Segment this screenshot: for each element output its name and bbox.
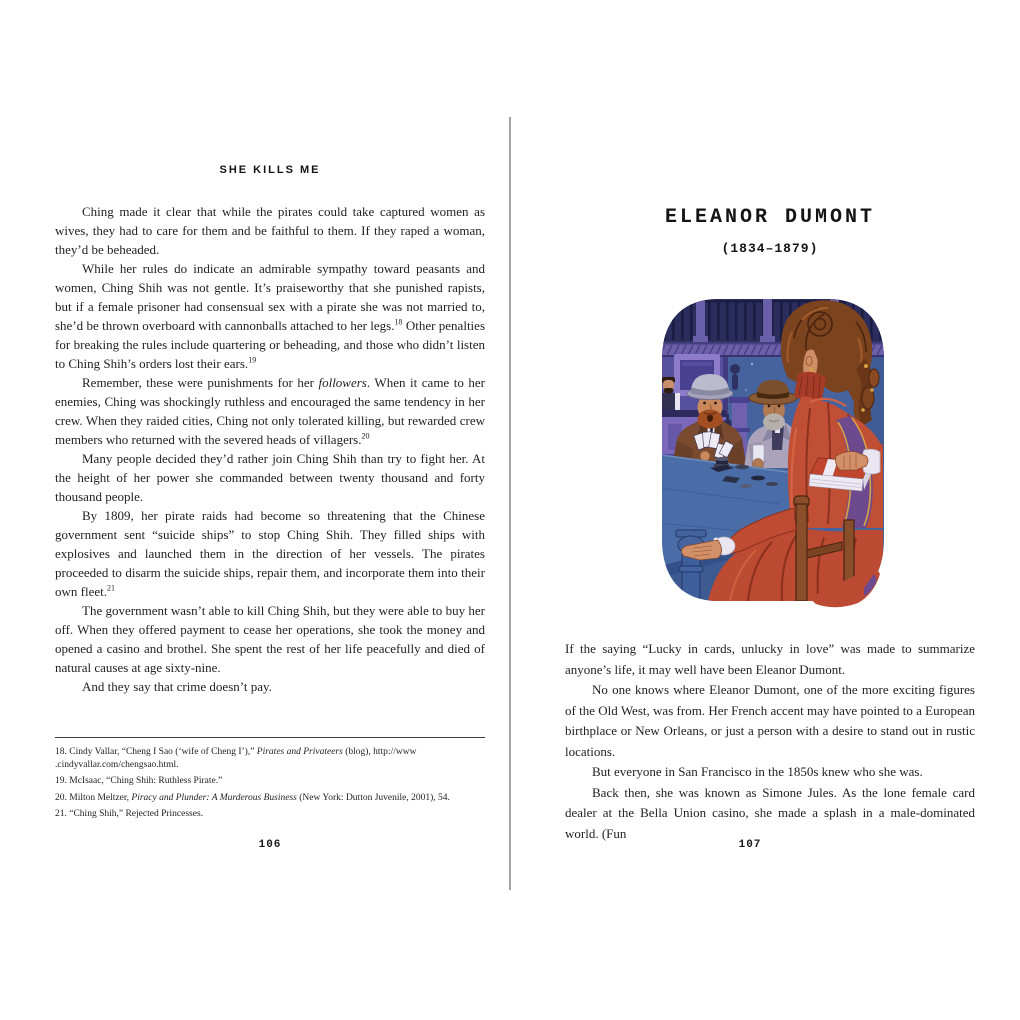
right-page-body: If the saying “Lucky in cards, unlucky in love” was made to summarize anyone’s life, it may well have been Eleanor Dumont. No one knows where Eleanor Dumont, one of the more exciting figures of the Old West, was from. Her French accent may have pointed to a European birthplace or New Orleans, or just a person with a desire to stand out in rustic locations. But everyone in San Francisco in the 1850s knew who she was. Back then, she was known as Simone Jules. As the lone female card dealer at the Bella Union casino, she made a splash in a male-dominated world. (Fun (565, 641, 975, 841)
casino-scene-illustration (660, 298, 886, 612)
footnotes: 18. Cindy Vallar, “Cheng I Sao (‘wife of Cheng I’),” Pirates and Privateers (blog), http://www .cindyvallar.com/chengsao.html. 19. McIsaac, “Ching Shih: Ruthless Pirate.” 20. Milton Meltzer, Piracy and Plunder: A Murderous Business (New York: Dutton Juvenile, 2001), 54. 21. “Ching Shih,” Rejected Princesses. (55, 747, 450, 819)
casino-scene-svg (660, 298, 886, 612)
left-page-number: 106 (258, 839, 282, 851)
knit-collar (794, 372, 826, 402)
chapter-title: ELEANOR DUMONT (664, 206, 876, 229)
chapter-years: (1834–1879) (721, 241, 819, 256)
running-header: SHE KILLS ME (219, 164, 321, 176)
earring (810, 368, 814, 372)
eleanor-dumont-figure (781, 300, 883, 528)
right-page-number: 107 (738, 839, 762, 851)
left-page-body: Ching made it clear that while the pirates could take captured women as wives, they had to care for them and be faithful to them. If they raped a woman, they’d be beheaded. While her rules do indicate an admirable sympathy toward peasants and women, Ching Shih was not gentle. It’s praiseworthy that she punished rapists, but if a female prisoner had consensual sex with a pirate she was not married to, she’d be thrown overboard with cannonballs attached to her legs.$^{18}$ Other penalties for breaking the rules include quartering or beheading, and those who didn’t listen to Ching Shih’s orders lost their ears.$^{19}$ Remember, these were punishments for her followers. When it came to her enemies, Ching was shockingly ruthless and encouraged the same tendency in her crew. When they raided cities, Ching not only tolerated killing, but rewarded crew members who returned with the severed heads of villagers.$^{20}$ Many people decided they’d rather join Ching Shih than try to fight her. At the height of her power she commanded between twenty thousand and forty thousand people. By 1809, her pirate raids had become so threatening that the Chinese government sent “suicide ships” to stop Ching Shih. They filled ships with explosives and launched them in the direction of her vessels. The pirates proceeded to disarm the suicide ships, repair them, and incorporate them into their own fleet.$^{21}$ The government wasn’t able to kill Ching Shih, but they were able to buy her off. When they offered payment to cease her operations, she took the money and opened a casino and brothel. She spent the rest of her life peacefully and died of natural causes at age sixty-nine. And they say that crime doesn’t pay. (55, 204, 485, 694)
